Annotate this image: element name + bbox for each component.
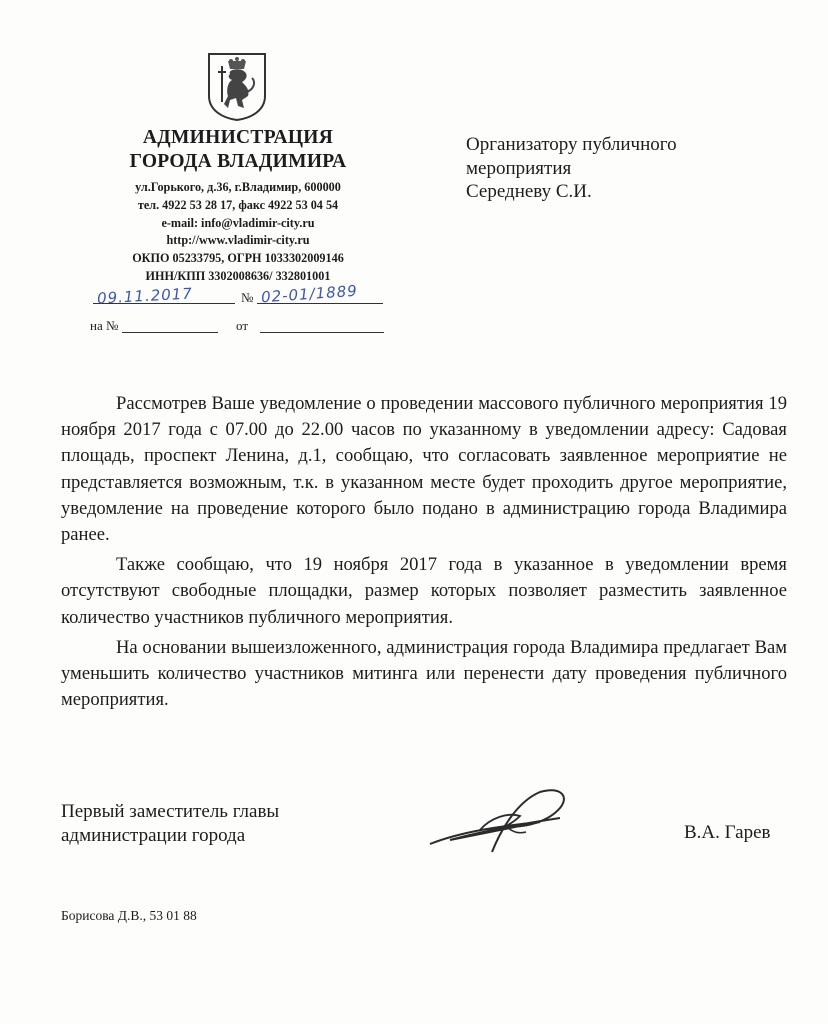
ref-date-blank xyxy=(260,332,384,333)
body-paragraph-3: На основании вышеизложенного, администрация города Владимира предлагает Вам уменьшить количество участников митинга или перенести дату проведения публичного мероприятия. xyxy=(61,636,787,711)
org-okpo: ОКПО 05233795, ОГРН 1033302009146 xyxy=(132,251,344,266)
org-name-line2: ГОРОДА ВЛАДИМИРА xyxy=(129,151,347,172)
signer-title-line1: Первый заместитель главы xyxy=(61,801,280,822)
signer-name: В.А. Гарев xyxy=(684,822,771,843)
org-address: ул.Горького, д.36, г.Владимир, 600000 xyxy=(135,180,341,194)
registration-line xyxy=(93,281,383,313)
letterhead xyxy=(95,126,381,286)
addressee xyxy=(466,133,786,204)
addressee-line1: Организатору публичного xyxy=(466,134,677,155)
signer-title xyxy=(61,800,361,848)
reference-line xyxy=(90,318,390,338)
ref-number-label: на № xyxy=(90,318,119,333)
registration-number: 02-01/1889 xyxy=(260,281,359,307)
handwritten-signature-icon xyxy=(420,782,590,862)
city-coat-of-arms-icon xyxy=(206,52,268,122)
org-website: http://www.vladimir-city.ru xyxy=(166,233,310,248)
signer-title-line2: администрации города xyxy=(61,825,246,846)
body-paragraph-1: Рассмотрев Ваше уведомление о проведении массового публичного мероприятия 19 ноября 2017 года с 07.00 до 22.00 часов по указанному в уведомлении адресу: Садовая площадь, проспект Ленина, д.1, сообщаю, что согласовать заявленное мероприятие не представляется возможным, т.к. в указанном месте будет проходить другое мероприятие, уведомление на проведение которого было подано в администрацию города Владимира ранее. xyxy=(61,393,787,546)
org-name-line1: АДМИНИСТРАЦИЯ xyxy=(142,127,334,148)
letter-body xyxy=(61,391,787,717)
addressee-line3: Середневу С.И. xyxy=(466,181,592,202)
org-inn: ИНН/КПП 3302008636/ 332801001 xyxy=(145,268,331,283)
registration-date: 09.11.2017 xyxy=(96,284,194,308)
executor-contact: Борисова Д.В., 53 01 88 xyxy=(61,908,197,923)
org-email: e-mail: info@vladimir-city.ru xyxy=(161,215,315,230)
number-label: № xyxy=(241,290,254,305)
org-phone: тел. 4922 53 28 17, факс 4922 53 04 54 xyxy=(137,197,339,212)
ref-number-blank xyxy=(122,332,218,333)
addressee-line2: мероприятия xyxy=(466,157,572,179)
body-paragraph-2: Также сообщаю, что 19 ноября 2017 года в указанное в уведомлении время отсутствуют свободные площадки, размер которых позволяет разместить заявленное количество участников публичного мероприятия. xyxy=(61,554,787,628)
ref-from-label: от xyxy=(236,318,249,333)
